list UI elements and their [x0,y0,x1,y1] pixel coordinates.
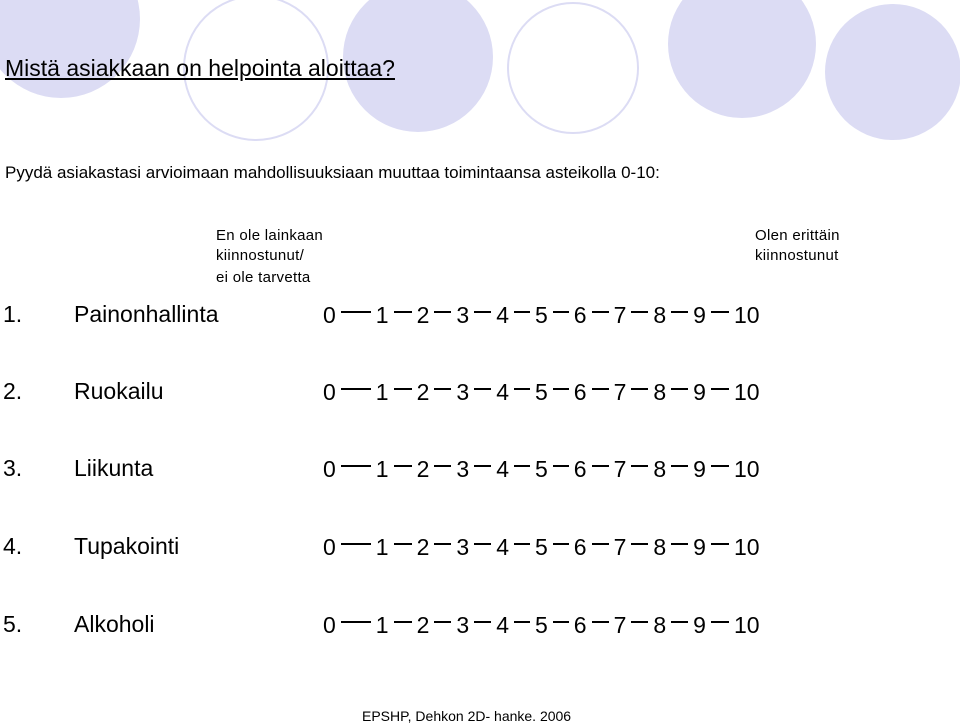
item-number: 2. [3,378,23,404]
scale-connector-line [341,543,371,545]
decor-circle-4 [507,2,639,134]
scale-connector-line [514,543,530,545]
scale-value[interactable]: 7 [613,301,627,328]
page-title: Mistä asiakkaan on helpointa aloittaa? [5,55,395,81]
scale-value[interactable]: 2 [416,611,430,638]
scale-value[interactable]: 6 [573,378,587,405]
scale-value[interactable]: 8 [653,378,667,405]
item-number: 4. [3,533,23,559]
scale-value[interactable]: 2 [416,533,430,560]
scale-connector-line [553,465,569,467]
scale-connector-line [341,465,371,467]
scale-label-high-line2: kiinnostunut [755,247,839,264]
scale-connector-line [514,465,530,467]
scale-value[interactable]: 3 [456,611,470,638]
scale-connector-line [711,543,729,545]
item-label: Painonhallinta [74,301,219,327]
rating-row [0,378,960,408]
scale-connector-line [592,621,609,623]
scale-label-low [216,226,323,288]
scale-value[interactable]: 7 [613,533,627,560]
decor-circle-1 [0,0,140,98]
scale-connector-line [711,465,729,467]
scale-label-high-line1: Olen erittäin [755,227,840,244]
scale-value[interactable]: 8 [653,455,667,482]
scale-value[interactable]: 4 [496,533,509,560]
scale-value[interactable]: 10 [733,301,760,328]
scale-value[interactable]: 4 [496,378,509,405]
scale-value[interactable]: 1 [375,301,389,328]
scale-connector-line [553,543,569,545]
scale-connector-line [474,388,491,390]
rating-scale [323,533,760,561]
scale-connector-line [553,311,569,313]
decor-circle-5 [668,0,816,118]
rating-scale [323,378,760,406]
scale-value[interactable]: 5 [534,378,548,405]
scale-connector-line [671,388,688,390]
scale-connector-line [394,465,412,467]
scale-label-low-line1: En ole lainkaan [216,227,324,244]
scale-connector-line [341,311,371,313]
scale-connector-line [514,621,530,623]
scale-connector-line [671,311,688,313]
item-label: Liikunta [74,455,154,481]
scale-connector-line [592,465,609,467]
scale-value[interactable]: 6 [573,611,587,638]
scale-value[interactable]: 5 [534,455,548,482]
scale-connector-line [631,621,648,623]
decor-circle-6 [825,4,960,140]
scale-connector-line [711,621,729,623]
scale-value[interactable]: 0 [323,611,336,638]
scale-connector-line [592,311,609,313]
scale-connector-line [434,543,451,545]
scale-value[interactable]: 4 [496,611,509,638]
scale-value[interactable]: 2 [416,455,430,482]
scale-connector-line [474,465,491,467]
scale-value[interactable]: 0 [323,455,336,482]
scale-connector-line [394,621,412,623]
scale-connector-line [434,388,451,390]
scale-connector-line [341,621,371,623]
scale-value[interactable]: 5 [534,533,548,560]
item-label: Tupakointi [74,533,180,559]
scale-connector-line [711,311,729,313]
item-number: 5. [3,611,23,637]
scale-value[interactable]: 7 [613,611,627,638]
rating-row [0,533,960,563]
scale-connector-line [592,388,609,390]
scale-value[interactable]: 10 [733,378,760,405]
scale-connector-line [631,543,648,545]
scale-connector-line [394,311,412,313]
scale-connector-line [514,311,530,313]
scale-label-high [755,226,840,266]
rating-scale [323,455,760,483]
scale-connector-line [394,388,412,390]
scale-label-low-line2: kiinnostunut/ [216,247,305,264]
scale-value[interactable]: 1 [375,611,389,638]
scale-value[interactable]: 2 [416,301,430,328]
scale-value[interactable]: 1 [375,378,389,405]
intro-text: Pyydä asiakastasi arvioimaan mahdollisuuksiaan muuttaa toimintaansa asteikolla 0-10: [5,163,660,182]
scale-value[interactable]: 10 [733,455,760,482]
scale-value[interactable]: 3 [456,301,470,328]
scale-label-low-line3: ei ole tarvetta [216,269,311,286]
scale-connector-line [671,543,688,545]
scale-value[interactable]: 9 [693,455,706,482]
footer-credit: EPSHP, Dehkon 2D- hanke. 2006 [362,708,572,724]
scale-connector-line [474,311,491,313]
scale-value[interactable]: 9 [693,378,706,405]
scale-value[interactable]: 7 [613,378,627,405]
scale-connector-line [514,388,530,390]
scale-value[interactable]: 10 [733,533,760,560]
scale-value[interactable]: 5 [534,611,548,638]
scale-value[interactable]: 9 [693,611,706,638]
scale-value[interactable]: 6 [573,301,587,328]
rating-scale [323,301,760,329]
item-label: Ruokailu [74,378,164,404]
scale-connector-line [553,388,569,390]
scale-value[interactable]: 6 [573,455,587,482]
scale-value[interactable]: 1 [375,455,389,482]
scale-value[interactable]: 0 [323,301,336,328]
scale-connector-line [394,543,412,545]
scale-connector-line [631,388,648,390]
scale-connector-line [474,543,491,545]
scale-value[interactable]: 2 [416,378,430,405]
scale-value[interactable]: 8 [653,611,667,638]
scale-connector-line [553,621,569,623]
scale-value[interactable]: 8 [653,301,667,328]
scale-connector-line [631,311,648,313]
scale-value[interactable]: 4 [496,301,509,328]
scale-value[interactable]: 8 [653,533,667,560]
scale-connector-line [671,465,688,467]
rating-row [0,455,960,485]
rating-scale [323,611,760,639]
item-number: 1. [3,301,23,327]
scale-value[interactable]: 6 [573,533,587,560]
scale-value[interactable]: 5 [534,301,548,328]
scale-connector-line [474,621,491,623]
scale-value[interactable]: 10 [733,611,760,638]
scale-connector-line [631,465,648,467]
scale-value[interactable]: 1 [375,533,389,560]
scale-value[interactable]: 4 [496,455,509,482]
scale-connector-line [671,621,688,623]
rating-row [0,611,960,641]
scale-value[interactable]: 0 [323,533,336,560]
rating-row [0,301,960,331]
scale-value[interactable]: 3 [456,533,470,560]
scale-value[interactable]: 7 [613,455,627,482]
scale-value[interactable]: 9 [693,533,706,560]
scale-connector-line [341,388,371,390]
scale-value[interactable]: 3 [456,455,470,482]
scale-value[interactable]: 0 [323,378,336,405]
scale-value[interactable]: 9 [693,301,706,328]
scale-connector-line [434,621,451,623]
scale-connector-line [711,388,729,390]
scale-connector-line [434,311,451,313]
scale-connector-line [592,543,609,545]
scale-value[interactable]: 3 [456,378,470,405]
item-number: 3. [3,455,23,481]
item-label: Alkoholi [74,611,155,637]
scale-connector-line [434,465,451,467]
